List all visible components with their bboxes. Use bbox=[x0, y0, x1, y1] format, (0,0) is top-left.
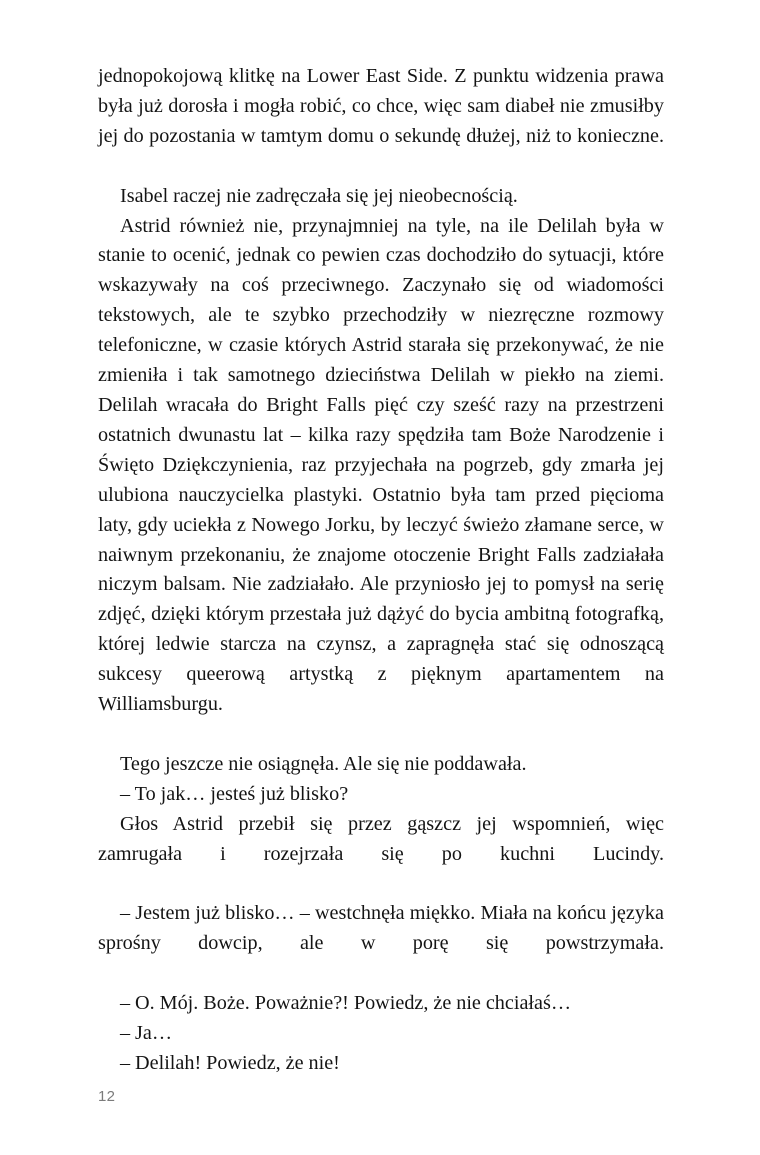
paragraph: Isabel raczej nie zadręczała się jej nieobecnością. bbox=[120, 184, 518, 207]
dialogue-line: – To jak… jesteś już blisko? bbox=[120, 782, 349, 805]
dialogue-line: – O. Mój. Boże. Poważnie?! Powiedz, że nie chciałaś… bbox=[120, 992, 572, 1015]
dialogue-line: – Delilah! Powiedz, że nie! bbox=[120, 1051, 340, 1074]
paragraph: jednopokojową klitkę na Lower East Side. Z punktu widzenia prawa była już dorosła i mogła robić, co chce, więc sam diabeł nie zmusiłby jej do pozostania w tamtym domu o sekundę dłużej, niż to konieczne. bbox=[98, 65, 664, 147]
page-number: 12 bbox=[98, 1088, 116, 1105]
dialogue-line: – Ja… bbox=[120, 1022, 173, 1044]
paragraph: Tego jeszcze nie osiągnęła. Ale się nie poddawała. bbox=[120, 752, 527, 775]
paragraph: Astrid również nie, przynajmniej na tyle, na ile Delilah była w stanie to ocenić, jednak co pewien czas dochodziło do sytuacji, które wskazywały na coś przeciwnego. Zaczynało się od wiadomości tekstowych, ale te szybko przechodziły w niezręczne rozmowy telefoniczne, w czasie których Astrid starała się przekonywać, że nie zmieniła i tak samotnego dzieciństwa Delilah w piekło na ziemi. Delilah wracała do Bright Falls pięć czy sześć razy na przestrzeni ostatnich dwunastu lat – kilka razy spędziła tam Boże Narodzenie i Święto Dziękczynienia, raz przyjechała na pogrzeb, gdy zmarła jej ulubiona nauczycielka plastyki. Ostatnio była tam przed pięcioma laty, gdy uciekła z Nowego Jorku, by leczyć świeżo złamane serce, w naiwnym przekonaniu, że znajome otoczenie Bright Falls zadziałała niczym balsam. Nie zadziałało. Ale przyniosło jej to pomysł na serię zdjęć, dzięki którym przestała już dążyć do bycia ambitną fotografką, której ledwie starcza na czynsz, a zapragnęła stać się odnoszącą sukcesy queerową artystką z pięknym apartamentem na Williamsburgu. bbox=[98, 214, 664, 716]
body-text-column bbox=[98, 62, 664, 1079]
dialogue-line: – Jestem już blisko… – westchnęła miękko. Miała na końcu języka sprośny dowcip, ale w porę się powstrzymała. bbox=[98, 902, 664, 955]
paragraph: Głos Astrid przebił się przez gąszcz jej wspomnień, więc zamrugała i rozejrzała się po kuchni Lucindy. bbox=[98, 812, 664, 865]
